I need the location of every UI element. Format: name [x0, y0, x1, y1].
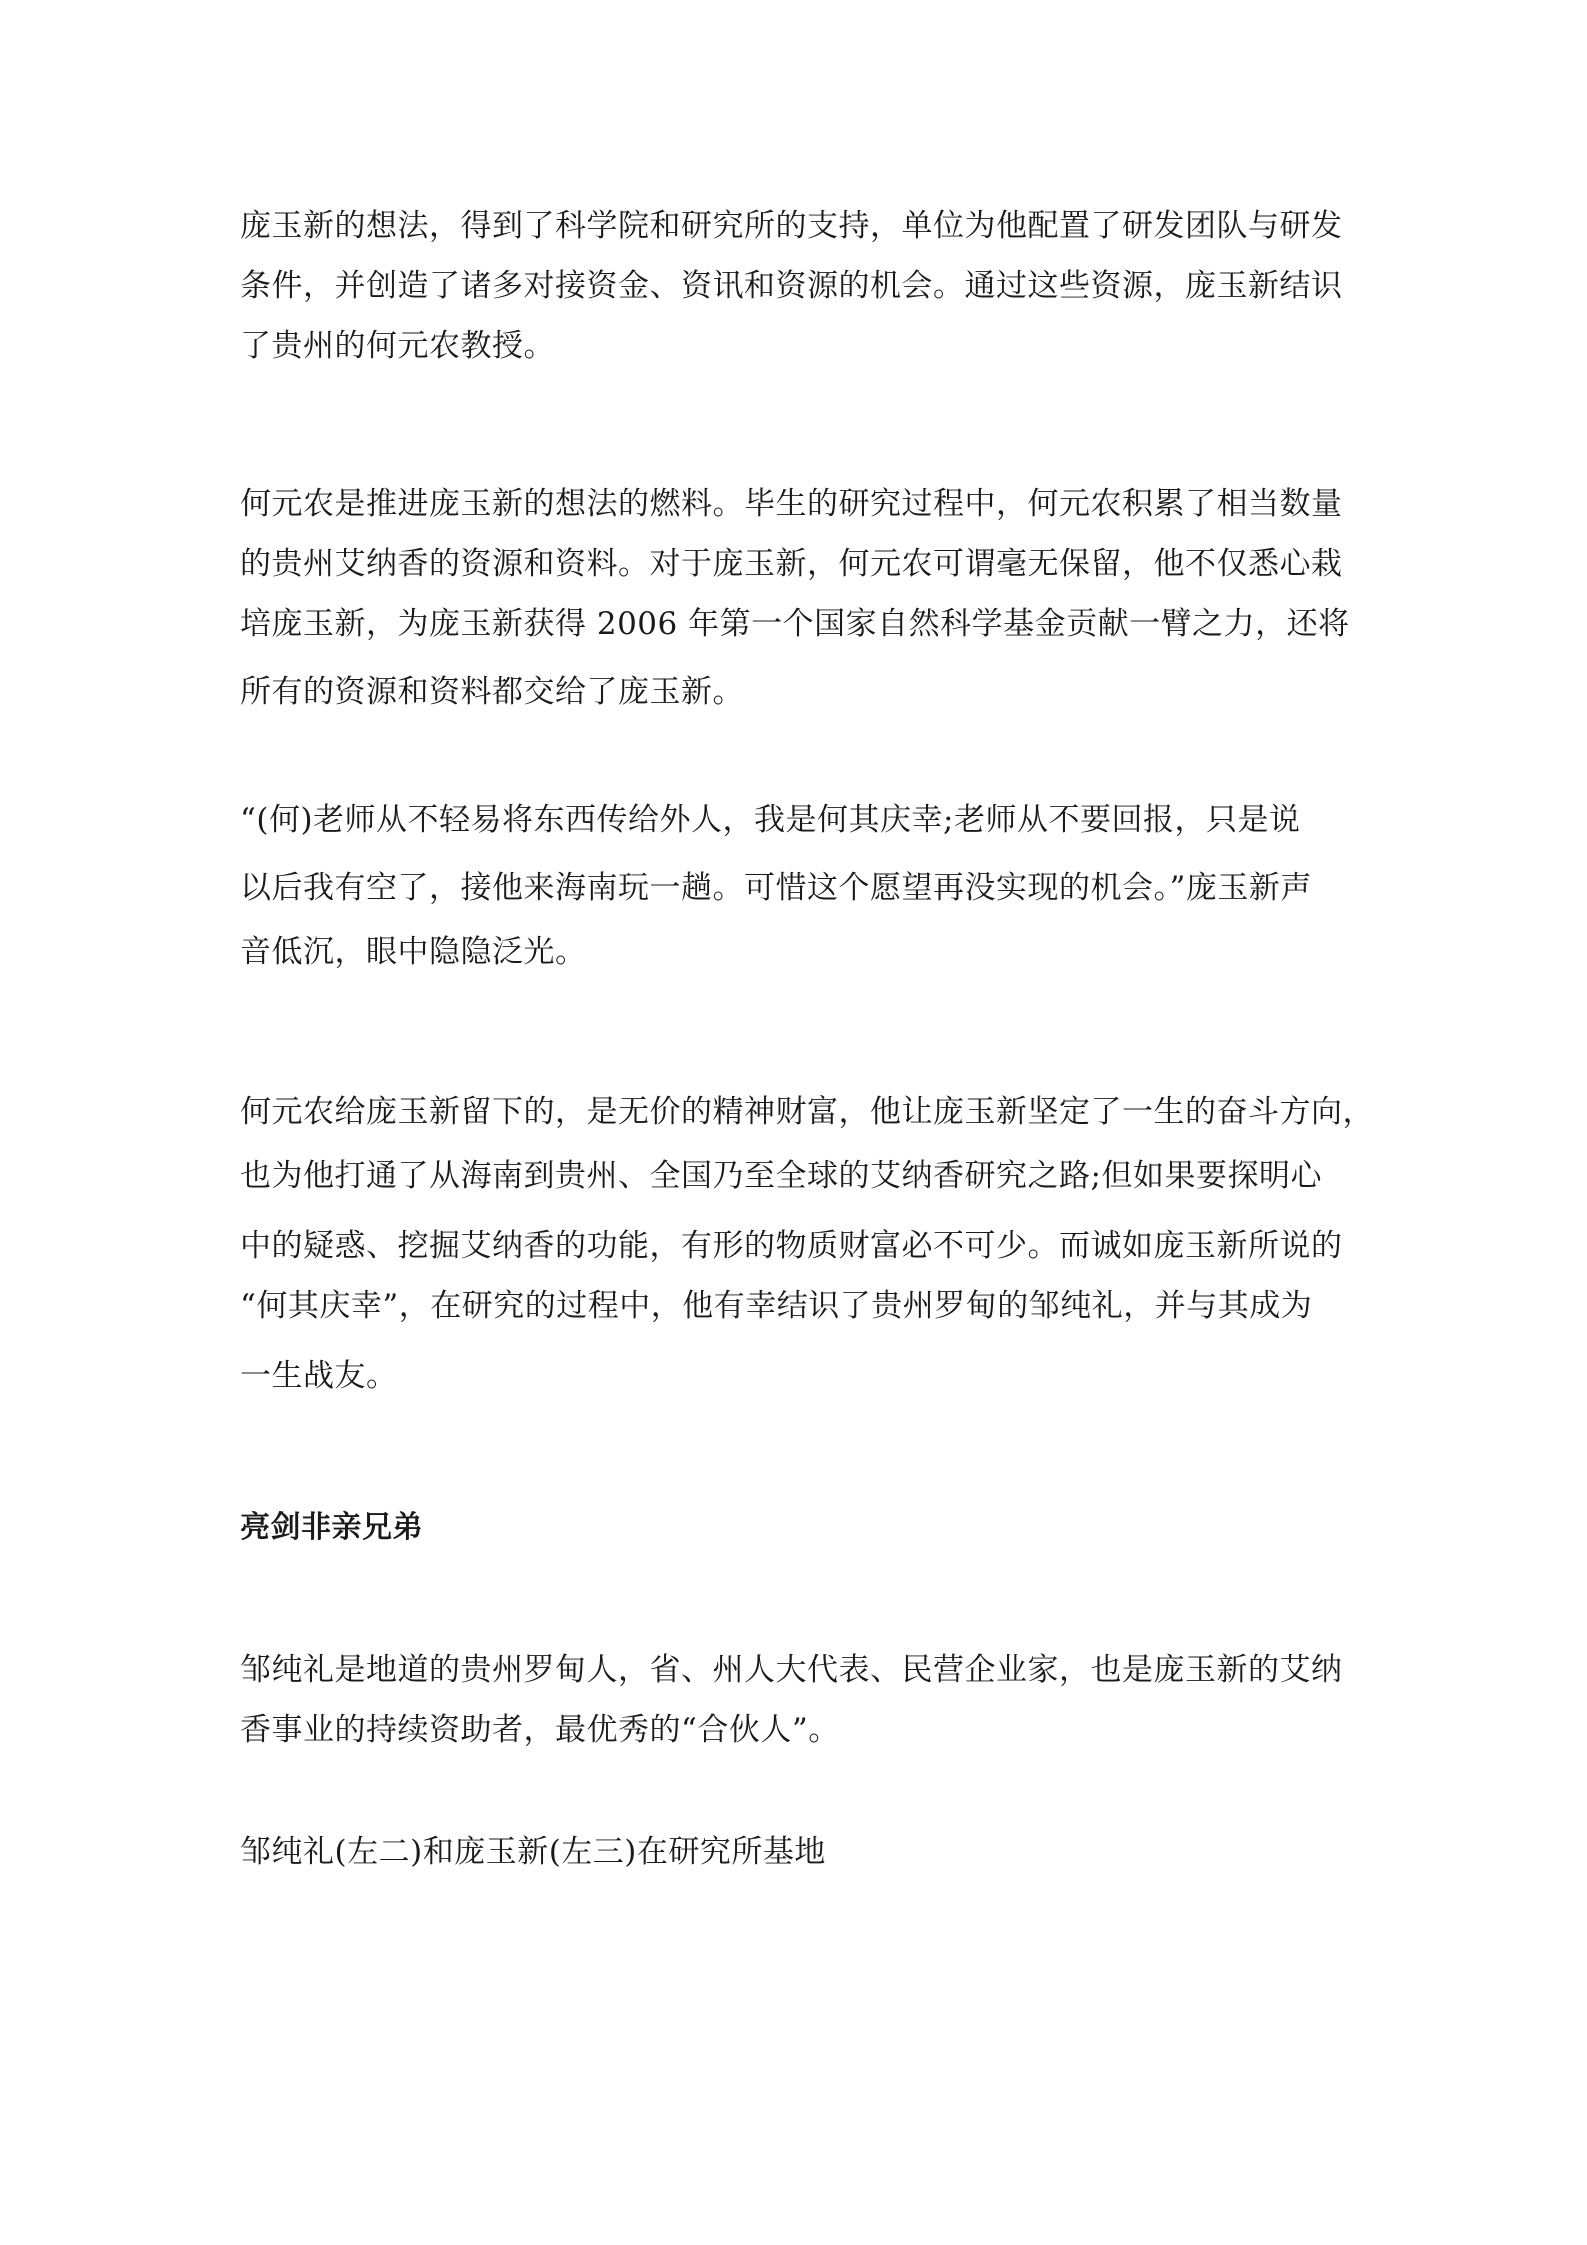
text-line: 也为他打通了从海南到贵州、全国乃至全球的艾纳香研究之路;但如果要探明心: [240, 1158, 1322, 1194]
text-line: 香事业的持续资助者，最优秀的“合伙人”。: [240, 1712, 840, 1748]
text-line: 庞玉新的想法，得到了科学院和研究所的支持，单位为他配置了研发团队与研发: [240, 208, 1343, 244]
text-line: “何其庆幸”，在研究的过程中，他有幸结识了贵州罗甸的邹纯礼，并与其成为: [240, 1288, 1313, 1324]
text-line: 邹纯礼是地道的贵州罗甸人，省、州人大代表、民营企业家，也是庞玉新的艾纳: [240, 1652, 1343, 1688]
paragraph-2: [240, 474, 1360, 722]
text-line: 培庞玉新，为庞玉新获得 2006 年第一个国家自然科学基金贡献一臂之力，还将: [240, 606, 1350, 642]
paragraph-4: [240, 1082, 1374, 1406]
paragraph-3: [240, 790, 1360, 982]
section-heading: [240, 1498, 1360, 1558]
text-line: 一生战友。: [240, 1358, 398, 1394]
text-line: 何元农是推进庞玉新的想法的燃料。毕生的研究过程中，何元农积累了相当数量: [240, 486, 1343, 522]
text-line: “(何)老师从不轻易将东西传给外人，我是何其庆幸;老师从不要回报，只是说: [240, 802, 1301, 838]
text-line: 中的疑惑、挖掘艾纳香的功能，有形的物质财富必不可少。而诚如庞玉新所说的: [240, 1228, 1343, 1264]
paragraph-5: [240, 1640, 1360, 1760]
text-line: 的贵州艾纳香的资源和资料。对于庞玉新，何元农可谓毫无保留，他不仅悉心栽: [240, 546, 1343, 582]
heading-text: 亮剑非亲兄弟: [240, 1510, 423, 1545]
text-line: 了贵州的何元农教授。: [240, 328, 555, 364]
paragraph-1: [240, 196, 1360, 376]
text-line: 所有的资源和资料都交给了庞玉新。: [240, 674, 744, 710]
image-caption: [240, 1822, 1360, 1882]
caption-text: 邹纯礼(左二)和庞玉新(左三)在研究所基地: [240, 1834, 826, 1870]
text-line: 以后我有空了，接他来海南玩一趟。可惜这个愿望再没实现的机会。”庞玉新声: [240, 870, 1312, 906]
text-line: 条件，并创造了诸多对接资金、资讯和资源的机会。通过这些资源，庞玉新结识: [240, 268, 1343, 304]
text-line: 何元农给庞玉新留下的，是无价的精神财富，他让庞玉新坚定了一生的奋斗方向，: [240, 1094, 1374, 1130]
text-line: 音低沉，眼中隐隐泛光。: [240, 934, 587, 970]
